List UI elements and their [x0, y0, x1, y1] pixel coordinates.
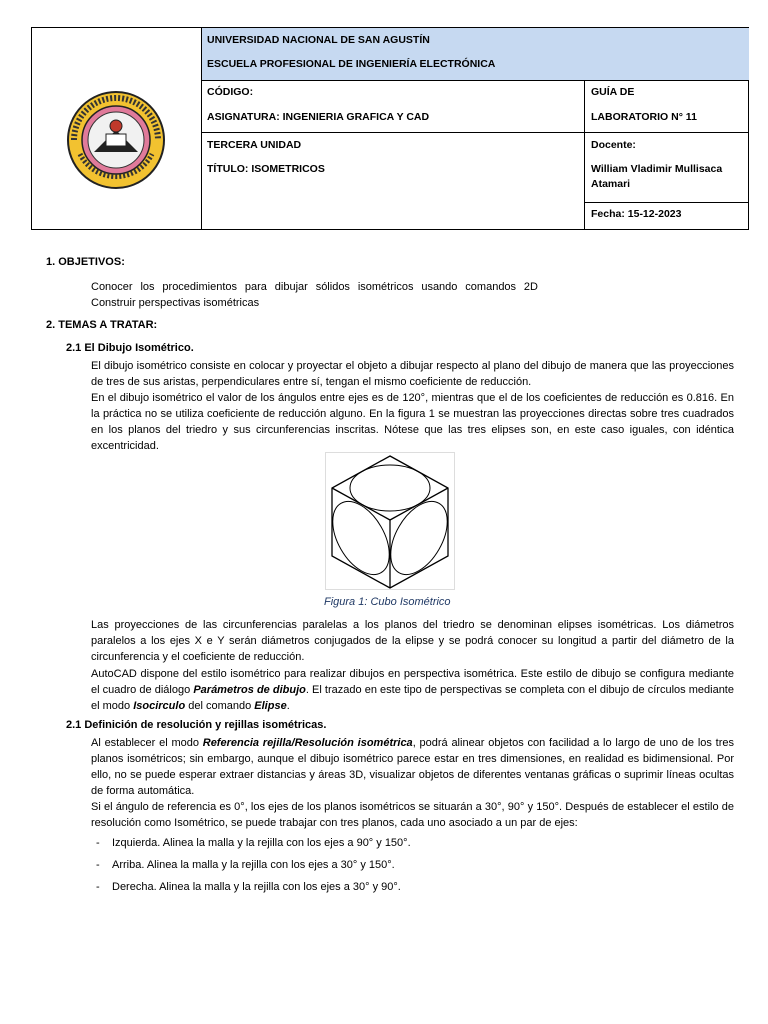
teacher-name-2: Atamari — [591, 178, 631, 190]
isometric-cube-figure — [325, 452, 455, 590]
code-label: CÓDIGO: — [207, 86, 254, 98]
paragraph-1: El dibujo isométrico consiste en colocar y proyectar el objeto a dibujar respecto al plano del dibujo de manera que las proyecciones de tres de sus aristas, perpendiculares entre sí, tengan el mismo coeficiente de reducción. — [91, 360, 734, 388]
paragraph-5: Al establecer el modo Referencia rejilla/Resolución isométrica, podrá alinear objetos con facilidad a lo largo de uno de los tres planos isométricos; sin embargo, aunque el dibujo isométrico parece estar en tres dimensiones, en realidad es bidimensional. Por ello, no se puede esperar extraer distancias y áreas 3D, visualizar objetos de diferentes ventanas gráficas o suprimir líneas ocultas de forma automática. — [91, 737, 734, 797]
teacher-label: Docente: — [591, 139, 636, 151]
paragraph-2: En el dibujo isométrico el valor de los ángulos entre ejes es de 120°, mientras que el de los coeficientes de reducción es 0.816. En la práctica no se utiliza coeficiente de reducción alguno. En la figura 1 se muestran las proyecciones directas sobre tres cuadrados en los planos del triedro y sus circunferencias inscritas. Nótese que las tres elipses son, en este caso iguales, con idéntica excentricidad. — [91, 392, 734, 452]
section-2-1-title: 2.1 El Dibujo Isométrico. — [66, 342, 194, 354]
paragraph-6: Si el ángulo de referencia es 0°, los ejes de los planos isométricos se situarán a 30°, 90° y 150°. Después de establecer el estilo de resolución como Isométrico, se puede trabajar con tres planos, cada uno asociado a un par de ejes: — [91, 801, 734, 829]
guide-line-2: LABORATORIO N° 11 — [591, 111, 697, 123]
university-logo — [66, 90, 166, 190]
university-name: UNIVERSIDAD NACIONAL DE SAN AGUSTÍN — [207, 34, 430, 46]
objective-1: Conocer los procedimientos para dibujar sólidos isométricos usando comandos 2D — [91, 281, 538, 293]
subject: ASIGNATURA: INGENIERIA GRAFICA Y CAD — [207, 111, 430, 123]
section-2-title: 2. TEMAS A TRATAR: — [46, 319, 158, 331]
objective-2: Construir perspectivas isométricas — [91, 297, 260, 309]
section-2-2-title: 2.1 Definición de resolución y rejillas isométricas. — [66, 719, 327, 731]
school-name: ESCUELA PROFESIONAL DE INGENIERÍA ELECTRÓNICA — [207, 58, 496, 70]
teacher-name-1: William Vladimir Mullisaca — [591, 163, 723, 175]
unit: TERCERA UNIDAD — [207, 139, 302, 151]
figure-caption: Figura 1: Cubo Isométrico — [324, 596, 451, 608]
guide-line-1: GUÍA DE — [591, 86, 635, 98]
list-item: Arriba. Alinea la malla y la rejilla con los ejes a 30° y 150°. — [112, 859, 395, 871]
header-table — [31, 27, 749, 230]
dash: - — [96, 837, 100, 849]
dash: - — [96, 881, 100, 893]
dash: - — [96, 859, 100, 871]
list-item: Izquierda. Alinea la malla y la rejilla con los ejes a 90° y 150°. — [112, 837, 411, 849]
paragraph-3: Las proyecciones de las circunferencias paralelas a los planos del triedro se denominan elipses isométricas. Los diámetros paralelos a los ejes X e Y serán diámetros conjugados de la elipse y se podrá conocer su longitud a partir del diámetro de la circunferencia y el coeficiente de reducción. — [91, 619, 734, 663]
doc-title: TÍTULO: ISOMETRICOS — [207, 163, 325, 175]
paragraph-4: AutoCAD dispone del estilo isométrico para realizar dibujos en perspectiva isométrica. Este estilo de dibujo se configura mediante el cuadro de diálogo Parámetros de dibujo. El trazado en este tipo de perspectivas se completa con el dibujo de círculos mediante el modo Isocirculo del comando Elipse. — [91, 668, 734, 712]
list-item: Derecha. Alinea la malla y la rejilla con los ejes a 30° y 90°. — [112, 881, 401, 893]
section-1-title: 1. OBJETIVOS: — [46, 256, 125, 268]
date: Fecha: 15-12-2023 — [591, 208, 682, 220]
